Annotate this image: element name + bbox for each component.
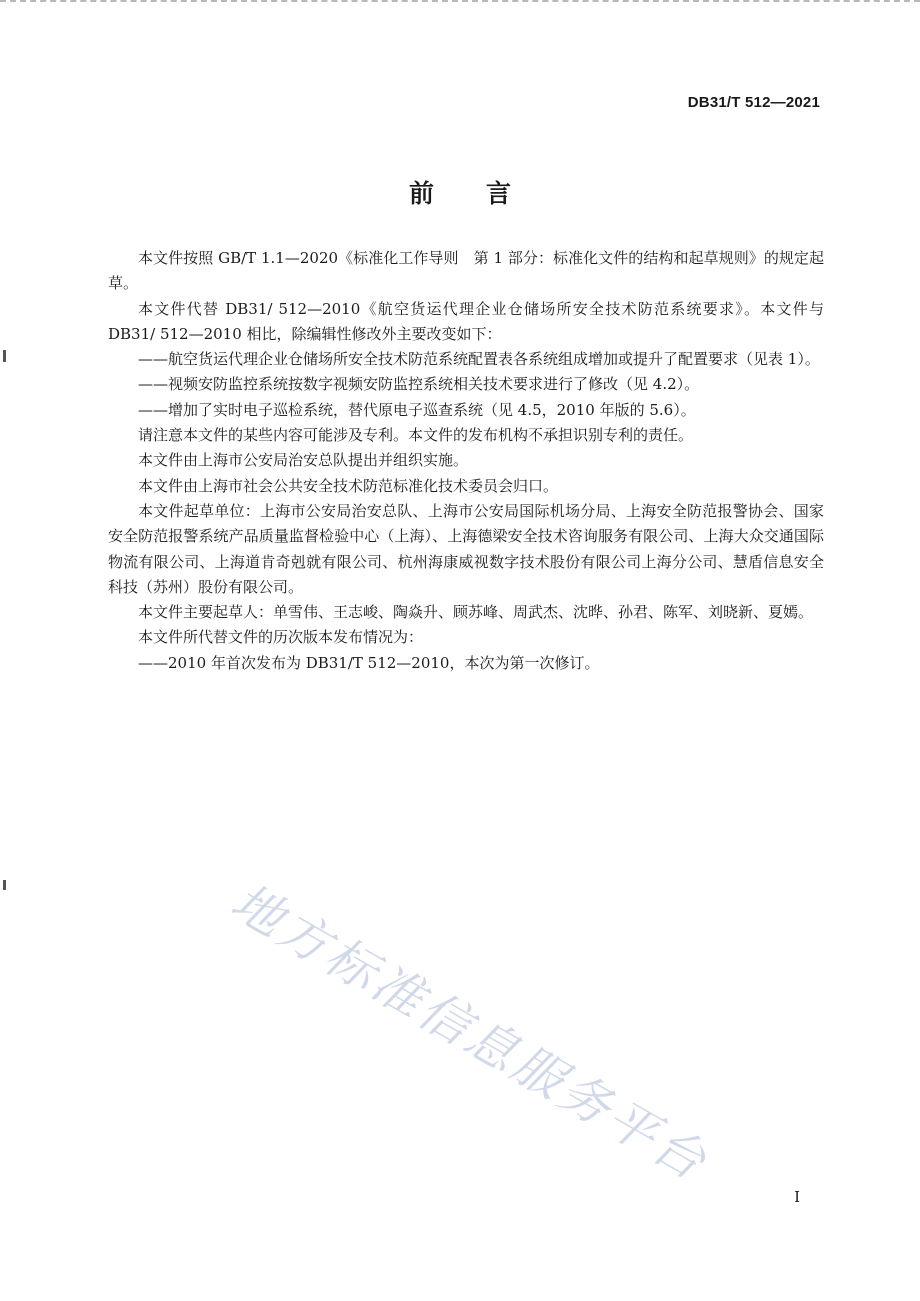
paragraph-drafting-units: 本文件起草单位：上海市公安局治安总队、上海市公安局国际机场分局、上海安全防范报警协会、国家安全防范报警系统产品质量监督检验中心（上海）、上海德梁安全技术咨询服务有限公司、上海大众交通国际物流有限公司、上海道肯奇剋就有限公司、杭州海康威视数字技术股份有限公司上海分公司、慧盾信息安全科技（苏州）股份有限公司。 bbox=[108, 501, 824, 596]
paragraph-drafters: 本文件主要起草人：单雪伟、王志峻、陶焱升、顾苏峰、周武杰、沈晔、孙君、陈军、刘晓新、夏嫣。 bbox=[138, 603, 814, 622]
page-title: 前言 bbox=[408, 179, 563, 208]
foreword-body bbox=[108, 246, 824, 676]
paragraph-drafting-basis: 本文件按照 GB/T 1.1—2020《标准化工作导则 第 1 部分：标准化文件的结构和起草规则》的规定起草。 bbox=[108, 249, 824, 293]
document-code: DB31/T 512—2021 bbox=[687, 94, 820, 111]
paragraph-history-intro: 本文件所代替文件的历次版本发布情况为： bbox=[138, 628, 424, 647]
paragraph-committee: 本文件由上海市社会公共安全技术防范标准化技术委员会归口。 bbox=[138, 476, 559, 495]
change-item: ——视频安防监控系统按数字视频安防监控系统相关技术要求进行了修改（见 4.2）。 bbox=[138, 375, 700, 394]
watermark-text: 地方标准信息服务平台 bbox=[221, 872, 719, 1193]
top-border-line bbox=[0, 0, 920, 5]
scan-edge-mark bbox=[3, 350, 6, 362]
change-item: ——增加了实时电子巡检系统，替代原电子巡查系统（见 4.5，2010 年版的 5.6）。 bbox=[138, 400, 696, 419]
page-number: I bbox=[794, 1188, 800, 1206]
paragraph-patent-notice: 请注意本文件的某些内容可能涉及专利。本文件的发布机构不承担识别专利的责任。 bbox=[138, 426, 694, 445]
paragraph-proposer: 本文件由上海市公安局治安总队提出并组织实施。 bbox=[138, 451, 469, 470]
history-item: ——2010 年首次发布为 DB31/T 512—2010，本次为第一次修订。 bbox=[138, 653, 600, 672]
paragraph-replacement: 本文件代替 DB31/ 512—2010《航空货运代理企业仓储场所安全技术防范系统要求》。本文件与 DB31/ 512—2010 相比，除编辑性修改外主要改变如下： bbox=[108, 299, 824, 343]
change-item: ——航空货运代理企业仓储场所安全技术防范系统配置表各系统组成增加或提升了配置要求（见表 1）。 bbox=[138, 350, 820, 369]
scan-edge-mark bbox=[3, 880, 6, 890]
